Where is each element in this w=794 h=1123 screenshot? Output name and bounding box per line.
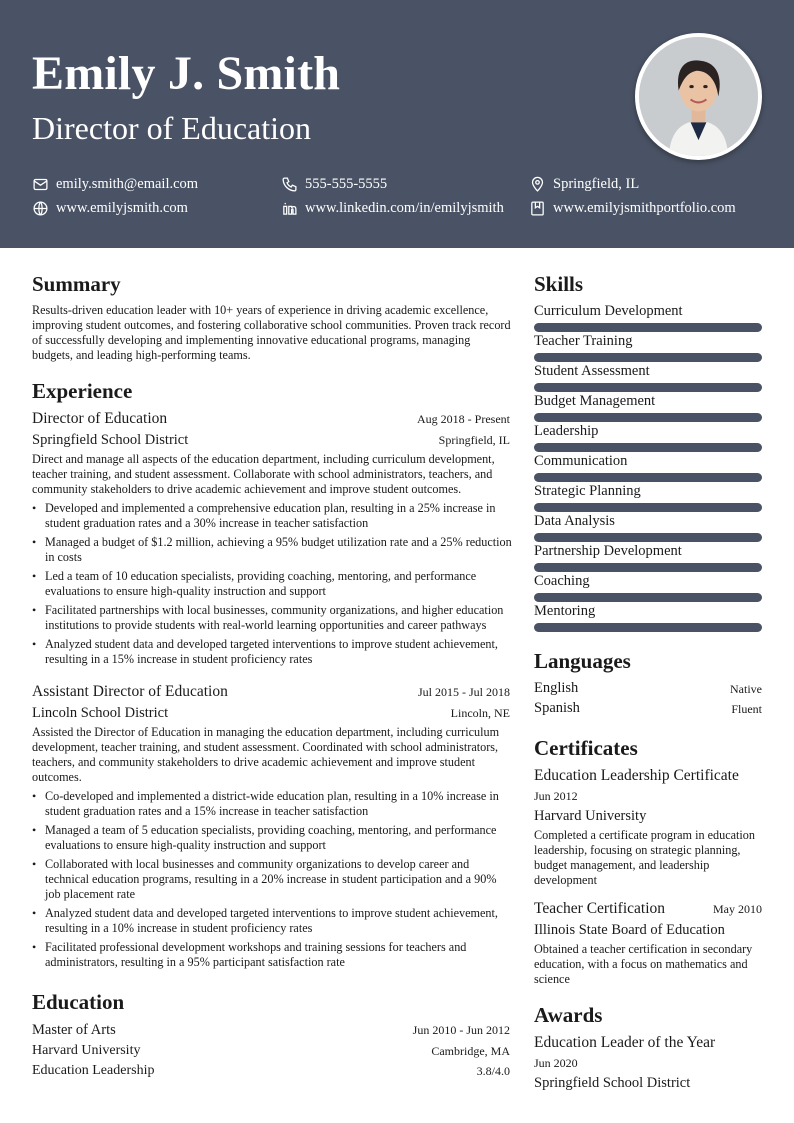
- profile-photo-image: [639, 37, 758, 156]
- job-description: Direct and manage all aspects of the education department, including curriculum development, teacher training, and student assessment. Collaborate with school administrators, teachers, and community stakeholders to drive academic achievement and improve student outcomes.: [32, 452, 495, 496]
- list-item: • Led a team of 10 education specialists, providing coaching, mentoring, and performance evaluations to ensure high-quality instruction and support: [32, 569, 512, 599]
- contact-phone[interactable]: [281, 175, 387, 193]
- education-school: Harvard University: [32, 1043, 141, 1058]
- candidate-title: Director of Education: [32, 110, 311, 146]
- job-dates: Jul 2015 - Jul 2018: [417, 685, 510, 699]
- bookmark-icon: [529, 200, 546, 217]
- skill-bar: [534, 623, 762, 632]
- job-bullets: [32, 501, 512, 671]
- summary-heading: Summary: [32, 272, 121, 296]
- education-dates: Jun 2010 - Jun 2012: [412, 1023, 510, 1037]
- certificate-issuer: Illinois State Board of Education: [534, 922, 725, 938]
- skill-bar: [534, 443, 762, 452]
- skills-heading: Skills: [534, 272, 584, 296]
- contact-portfolio[interactable]: [529, 199, 736, 217]
- job-title: Assistant Director of Education: [32, 683, 228, 700]
- list-item: • Collaborated with local businesses and community organizations to develop career and technical education programs, resulting in a 20% increase in student participation and a 90% job placement rate: [32, 857, 512, 902]
- award-name: Education Leader of the Year: [534, 1034, 716, 1051]
- skill-name: Communication: [534, 453, 628, 469]
- skill-bar: [534, 593, 762, 602]
- languages-heading: Languages: [534, 649, 631, 673]
- skill-bar: [534, 383, 762, 392]
- contact-portfolio-text: www.emilyjsmithportfolio.com: [553, 200, 736, 216]
- skill-bar: [534, 413, 762, 422]
- skill-name: Mentoring: [534, 603, 596, 619]
- language-name: English: [534, 680, 579, 696]
- linkedin-icon: [281, 200, 298, 217]
- education-degree: Master of Arts: [32, 1022, 116, 1038]
- list-item: • Co-developed and implemented a district-wide education plan, resulting in a 10% increase in student graduation rates and a 15% increase in teacher satisfaction: [32, 789, 512, 819]
- job-company: Lincoln School District: [32, 705, 169, 721]
- education-location: Cambridge, MA: [431, 1044, 510, 1058]
- list-item: • Analyzed student data and developed targeted interventions to improve student achievement, resulting in a 10% increase in student proficiency rates: [32, 906, 512, 936]
- list-item: • Facilitated professional development workshops and training sessions for teachers and administrators, resulting in a 95% participant satisfaction rate: [32, 940, 512, 970]
- list-item: • Managed a team of 5 education specialists, providing coaching, mentoring, and performance evaluations to ensure high-quality instruction and support: [32, 823, 512, 853]
- awards-heading: Awards: [534, 1003, 603, 1027]
- summary-text: Results-driven education leader with 10+ years of experience in driving academic excellence, improving student outcomes, and fostering collaborative school communities. Proven track record of successfully developing and implementing innovative educational programs, managing budgets, and leading high-performing teams.: [32, 303, 511, 362]
- job-location: Lincoln, NE: [450, 706, 510, 720]
- award-date: Jun 2020: [534, 1056, 578, 1070]
- profile-photo: [635, 33, 762, 160]
- job-dates: Aug 2018 - Present: [417, 412, 510, 426]
- education-gpa: 3.8/4.0: [476, 1064, 510, 1078]
- list-item: • Developed and implemented a comprehensive education plan, resulting in a 25% increase in student graduation rates and a 30% increase in teacher satisfaction: [32, 501, 512, 531]
- skill-name: Student Assessment: [534, 363, 650, 379]
- list-item: • Facilitated partnerships with local businesses, community organizations, and higher education institutions to provide students with real-world learning opportunities and career pathways: [32, 603, 512, 633]
- contact-email[interactable]: [32, 175, 198, 193]
- resume-header: [0, 0, 794, 248]
- skill-bar: [534, 353, 762, 362]
- candidate-name: Emily J. Smith: [32, 47, 341, 100]
- skill-name: Teacher Training: [534, 333, 633, 349]
- skill-name: Leadership: [534, 423, 599, 439]
- language-name: Spanish: [534, 700, 580, 716]
- job-bullets: [32, 789, 512, 974]
- certificate-date: Jun 2012: [534, 789, 578, 803]
- certificate-issuer: Harvard University: [534, 808, 647, 824]
- certificate-name: Education Leadership Certificate: [534, 767, 739, 784]
- education-field: Education Leadership: [32, 1063, 155, 1078]
- skill-name: Strategic Planning: [534, 483, 641, 499]
- job-location: Springfield, IL: [438, 433, 510, 447]
- certificates-heading: Certificates: [534, 736, 638, 760]
- list-item: • Analyzed student data and developed targeted interventions to improve student achievement, resulting in a 15% increase in student proficiency rates: [32, 637, 512, 667]
- contact-location-text: Springfield, IL: [553, 176, 640, 192]
- contact-linkedin[interactable]: [281, 199, 504, 217]
- certificate-description: Obtained a teacher certification in secondary education, with a focus on mathematics and science: [534, 942, 753, 986]
- skill-bar: [534, 563, 762, 572]
- skill-name: Budget Management: [534, 393, 656, 409]
- contact-website[interactable]: [32, 199, 188, 217]
- map-pin-icon: [529, 176, 546, 193]
- language-level: Fluent: [731, 702, 762, 716]
- contact-website-text: www.emilyjsmith.com: [56, 200, 188, 216]
- contact-phone-text: 555-555-5555: [305, 176, 388, 192]
- education-heading: Education: [32, 990, 125, 1014]
- skill-name: Coaching: [534, 573, 590, 589]
- skill-bar: [534, 473, 762, 482]
- skill-name: Curriculum Development: [534, 303, 683, 319]
- contact-location: [529, 175, 639, 193]
- certificate-name: Teacher Certification: [534, 900, 666, 917]
- contact-linkedin-text: www.linkedin.com/in/emilyjsmith: [305, 200, 504, 216]
- mail-icon: [32, 176, 49, 193]
- certificate-date: May 2010: [713, 902, 762, 916]
- certificate-description: Completed a certificate program in education leadership, focusing on strategic planning, budget management, and leadership development: [534, 828, 755, 887]
- skill-bar: [534, 323, 762, 332]
- skill-name: Partnership Development: [534, 543, 682, 559]
- skill-bar: [534, 503, 762, 512]
- contact-email-text: emily.smith@email.com: [56, 176, 199, 192]
- job-title: Director of Education: [32, 410, 168, 427]
- globe-icon: [32, 200, 49, 217]
- skill-bar: [534, 533, 762, 542]
- language-level: Native: [730, 682, 762, 696]
- list-item: • Managed a budget of $1.2 million, achieving a 95% budget utilization rate and a 25% reduction in costs: [32, 535, 512, 565]
- award-issuer: Springfield School District: [534, 1075, 691, 1091]
- phone-icon: [281, 176, 298, 193]
- job-company: Springfield School District: [32, 432, 189, 448]
- skill-name: Data Analysis: [534, 513, 615, 529]
- experience-heading: Experience: [32, 379, 133, 403]
- job-description: Assisted the Director of Education in managing the education department, including curriculum development, teacher training, and student assessment. Coordinated with school administrators, teachers, and community stakeholders to drive academic achievement and improve student outcomes.: [32, 725, 500, 784]
